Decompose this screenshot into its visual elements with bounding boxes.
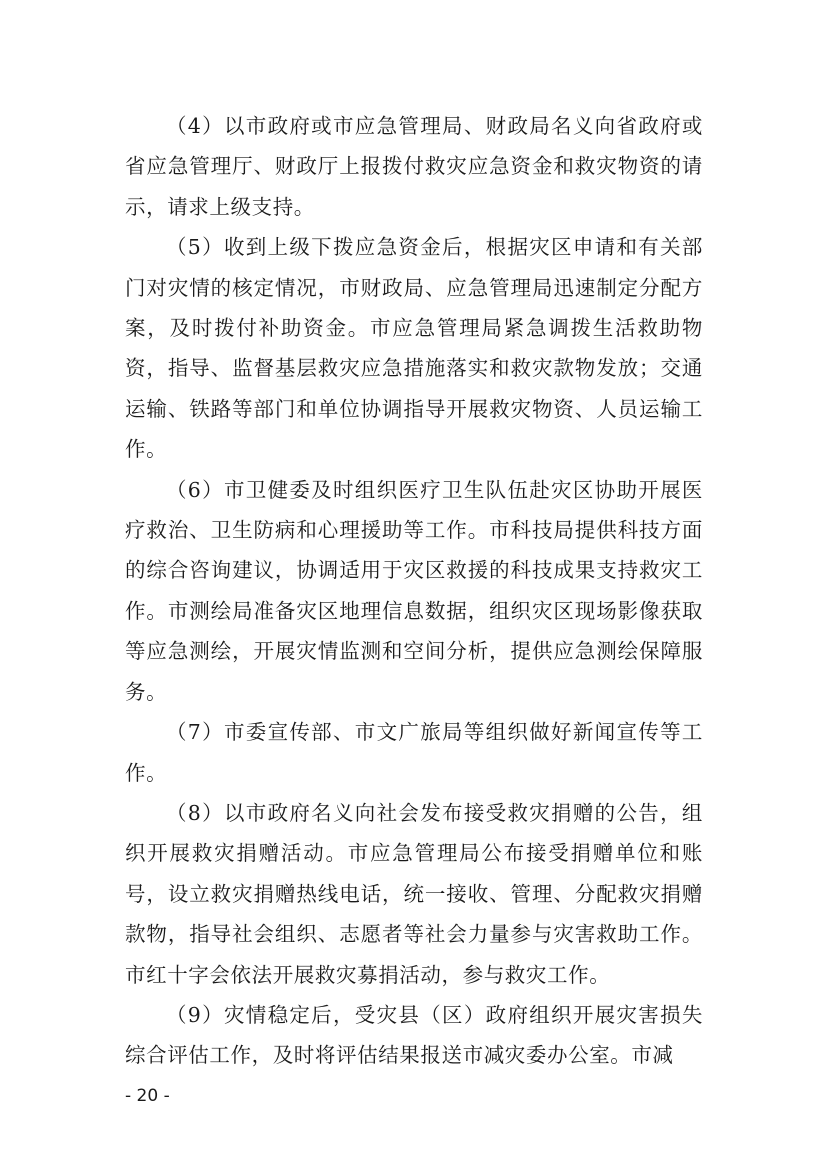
page-number: - 20 - <box>125 1086 170 1106</box>
paragraph-5: （5）收到上级下拨应急资金后，根据灾区申请和有关部门对灾情的核定情况，市财政局、应急管理局迅速制定分配方案，及时拨付补助资金。市应急管理局紧急调拨生活救助物资，指导、监督基层救灾应急措施落实和救灾款物发放；交通运输、铁路等部门和单位协调指导开展救灾物资、人员运输工作。 <box>125 235 703 462</box>
paragraph-4: （4）以市政府或市应急管理局、财政局名义向省政府或省应急管理厅、财政厅上报拨付救灾应急资金和救灾物资的请示，请求上级支持。 <box>125 114 703 219</box>
paragraph-9: （9）灾情稳定后，受灾县（区）政府组织开展灾害损失综合评估工作，及时将评估结果报送市减灾委办公室。市减 <box>125 1002 703 1068</box>
paragraph-6: （6）市卫健委及时组织医疗卫生队伍赴灾区协助开展医疗救治、卫生防病和心理援助等工作。市科技局提供科技方面的综合咨询建议，协调适用于灾区救援的科技成果支持救灾工作。市测绘局准备灾区地理信息数据，组织灾区现场影像获取等应急测绘，开展灾情监测和空间分析，提供应急测绘保障服务。 <box>125 477 703 704</box>
paragraph-7: （7）市委宣传部、市文广旅局等组织做好新闻宣传等工作。 <box>125 720 703 785</box>
paragraph-8: （8）以市政府名义向社会发布接受救灾捐赠的公告，组织开展救灾捐赠活动。市应急管理局公布接受捐赠单位和账号，设立救灾捐赠热线电话，统一接收、管理、分配救灾捐赠款物，指导社会组织、志愿者等社会力量参与灾害救助工作。市红十字会依法开展救灾募捐活动，参与救灾工作。 <box>125 800 703 987</box>
body-text <box>125 106 703 1076</box>
